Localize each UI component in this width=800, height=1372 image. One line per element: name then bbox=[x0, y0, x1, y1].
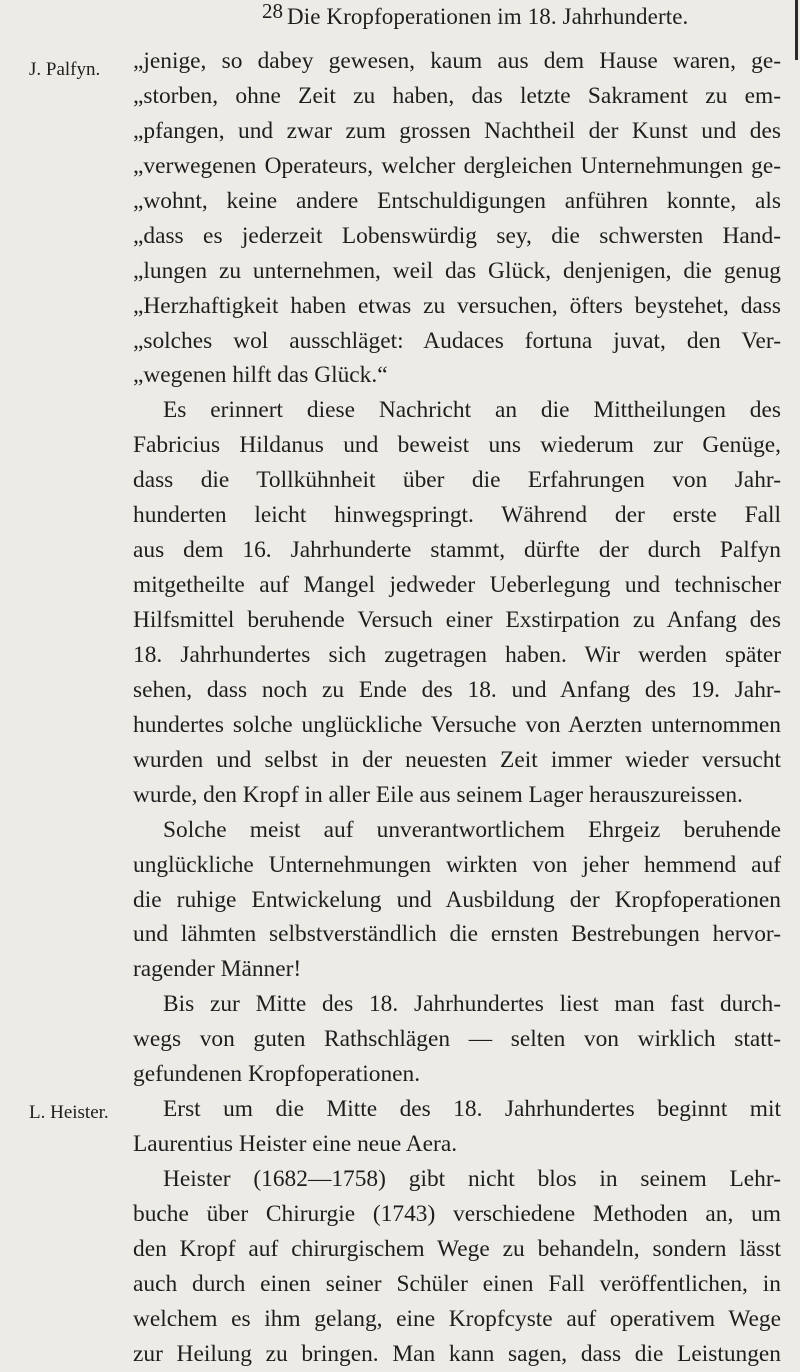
text-line: ragender Männer! bbox=[133, 956, 302, 983]
page-edge-mark bbox=[795, 0, 798, 60]
text-line: welchem es ihm gelang, eine Kropfcyste auf operativem Wege bbox=[133, 1305, 781, 1332]
text-line: hunderten leicht hinwegspringt. Während der erste Fall bbox=[133, 502, 781, 529]
text-line: „jenige, so dabey gewesen, kaum aus dem Hause waren, ge- bbox=[133, 48, 781, 74]
running-title: Die Kropfoperationen im 18. Jahrhunderte. bbox=[287, 4, 689, 29]
margin-note-heister: L. Heister. bbox=[29, 1102, 109, 1123]
text-line: „Herzhaftigkeit haben etwas zu versuchen, öfters beystehet, dass bbox=[133, 292, 781, 319]
text-line: wurden und selbst in der neuesten Zeit immer wieder versucht bbox=[133, 746, 781, 773]
text-line: „storben, ohne Zeit zu haben, das letzte Sakrament zu em- bbox=[133, 82, 781, 109]
text-line: „solches wol ausschläget: Audaces fortuna juvat, den Ver- bbox=[133, 327, 781, 354]
paragraph-start: Heister (1682—1758) gibt nicht blos in seinem Lehr- bbox=[163, 1166, 781, 1192]
text-line: Laurentius Heister eine neue Aera. bbox=[133, 1131, 458, 1158]
text-line: Hilfsmittel beruhende Versuch einer Exstirpation zu Anfang des bbox=[133, 607, 781, 633]
body-text bbox=[133, 44, 781, 1372]
text-line: „wohnt, keine andere Entschuldigungen anführen konnte, als bbox=[133, 187, 781, 214]
text-line: buche über Chirurgie (1743) verschiedene Methoden an, um bbox=[133, 1200, 781, 1227]
text-line: „lungen zu unternehmen, weil das Glück, denjenigen, die genug bbox=[133, 257, 781, 284]
text-line: und lähmten selbstverständlich die ernsten Bestrebungen hervor- bbox=[133, 921, 781, 948]
text-line: gefundenen Kropfoperationen. bbox=[133, 1061, 421, 1088]
margin-note-palfyn: J. Palfyn. bbox=[29, 59, 101, 80]
paragraph-start: Solche meist auf unverantwortlichem Ehrgeiz beruhende bbox=[163, 816, 781, 843]
text-line: auch durch einen seiner Schüler einen Fall veröffentlichen, in bbox=[133, 1270, 781, 1297]
text-line: unglückliche Unternehmungen wirkten von jeher hemmend auf bbox=[133, 851, 781, 878]
text-line: sehen, dass noch zu Ende des 18. und Anfang des 19. Jahr- bbox=[133, 676, 781, 703]
text-line: 18. Jahrhundertes sich zugetragen haben. Wir werden später bbox=[133, 641, 781, 668]
paragraph-start: Bis zur Mitte des 18. Jahrhundertes liest man fast durch- bbox=[163, 991, 781, 1018]
text-line: die ruhige Entwickelung und Ausbildung der Kropfoperationen bbox=[133, 886, 781, 913]
text-line: Fabricius Hildanus und beweist uns wiederum zur Genüge, bbox=[133, 432, 781, 459]
paragraph-start: Es erinnert diese Nachricht an die Mittheilungen des bbox=[163, 397, 781, 424]
text-line: zur Heilung zu bringen. Man kann sagen, dass die Leistungen bbox=[133, 1340, 781, 1367]
text-line: aus dem 16. Jahrhunderte stammt, dürfte der durch Palfyn bbox=[133, 537, 781, 564]
text-line: „wegenen hilft das Glück.“ bbox=[133, 362, 388, 389]
text-line: „pfangen, und zwar zum grossen Nachtheil der Kunst und des bbox=[133, 117, 781, 144]
text-line: hundertes solche unglückliche Versuche von Aerzten unternommen bbox=[133, 711, 781, 738]
text-line: dass die Tollkühnheit über die Erfahrungen von Jahr- bbox=[133, 467, 781, 494]
text-line: „verwegenen Operateurs, welcher dergleichen Unternehmungen ge- bbox=[133, 152, 781, 179]
text-line: „dass es jederzeit Lobenswürdig sey, die schwersten Hand- bbox=[133, 222, 781, 249]
page-number: 28 bbox=[262, 0, 283, 23]
paragraph-start: Erst um die Mitte des 18. Jahrhundertes beginnt mit bbox=[163, 1096, 781, 1123]
text-line: wegs von guten Rathschlägen — selten von wirklich statt- bbox=[133, 1026, 781, 1053]
text-line: wurde, den Kropf in aller Eile aus seinem Lager herauszureissen. bbox=[133, 781, 743, 808]
text-line: mitgetheilte auf Mangel jedweder Ueberlegung und technischer bbox=[133, 572, 781, 599]
text-line: den Kropf auf chirurgischem Wege zu behandeln, sondern lässt bbox=[133, 1235, 781, 1262]
